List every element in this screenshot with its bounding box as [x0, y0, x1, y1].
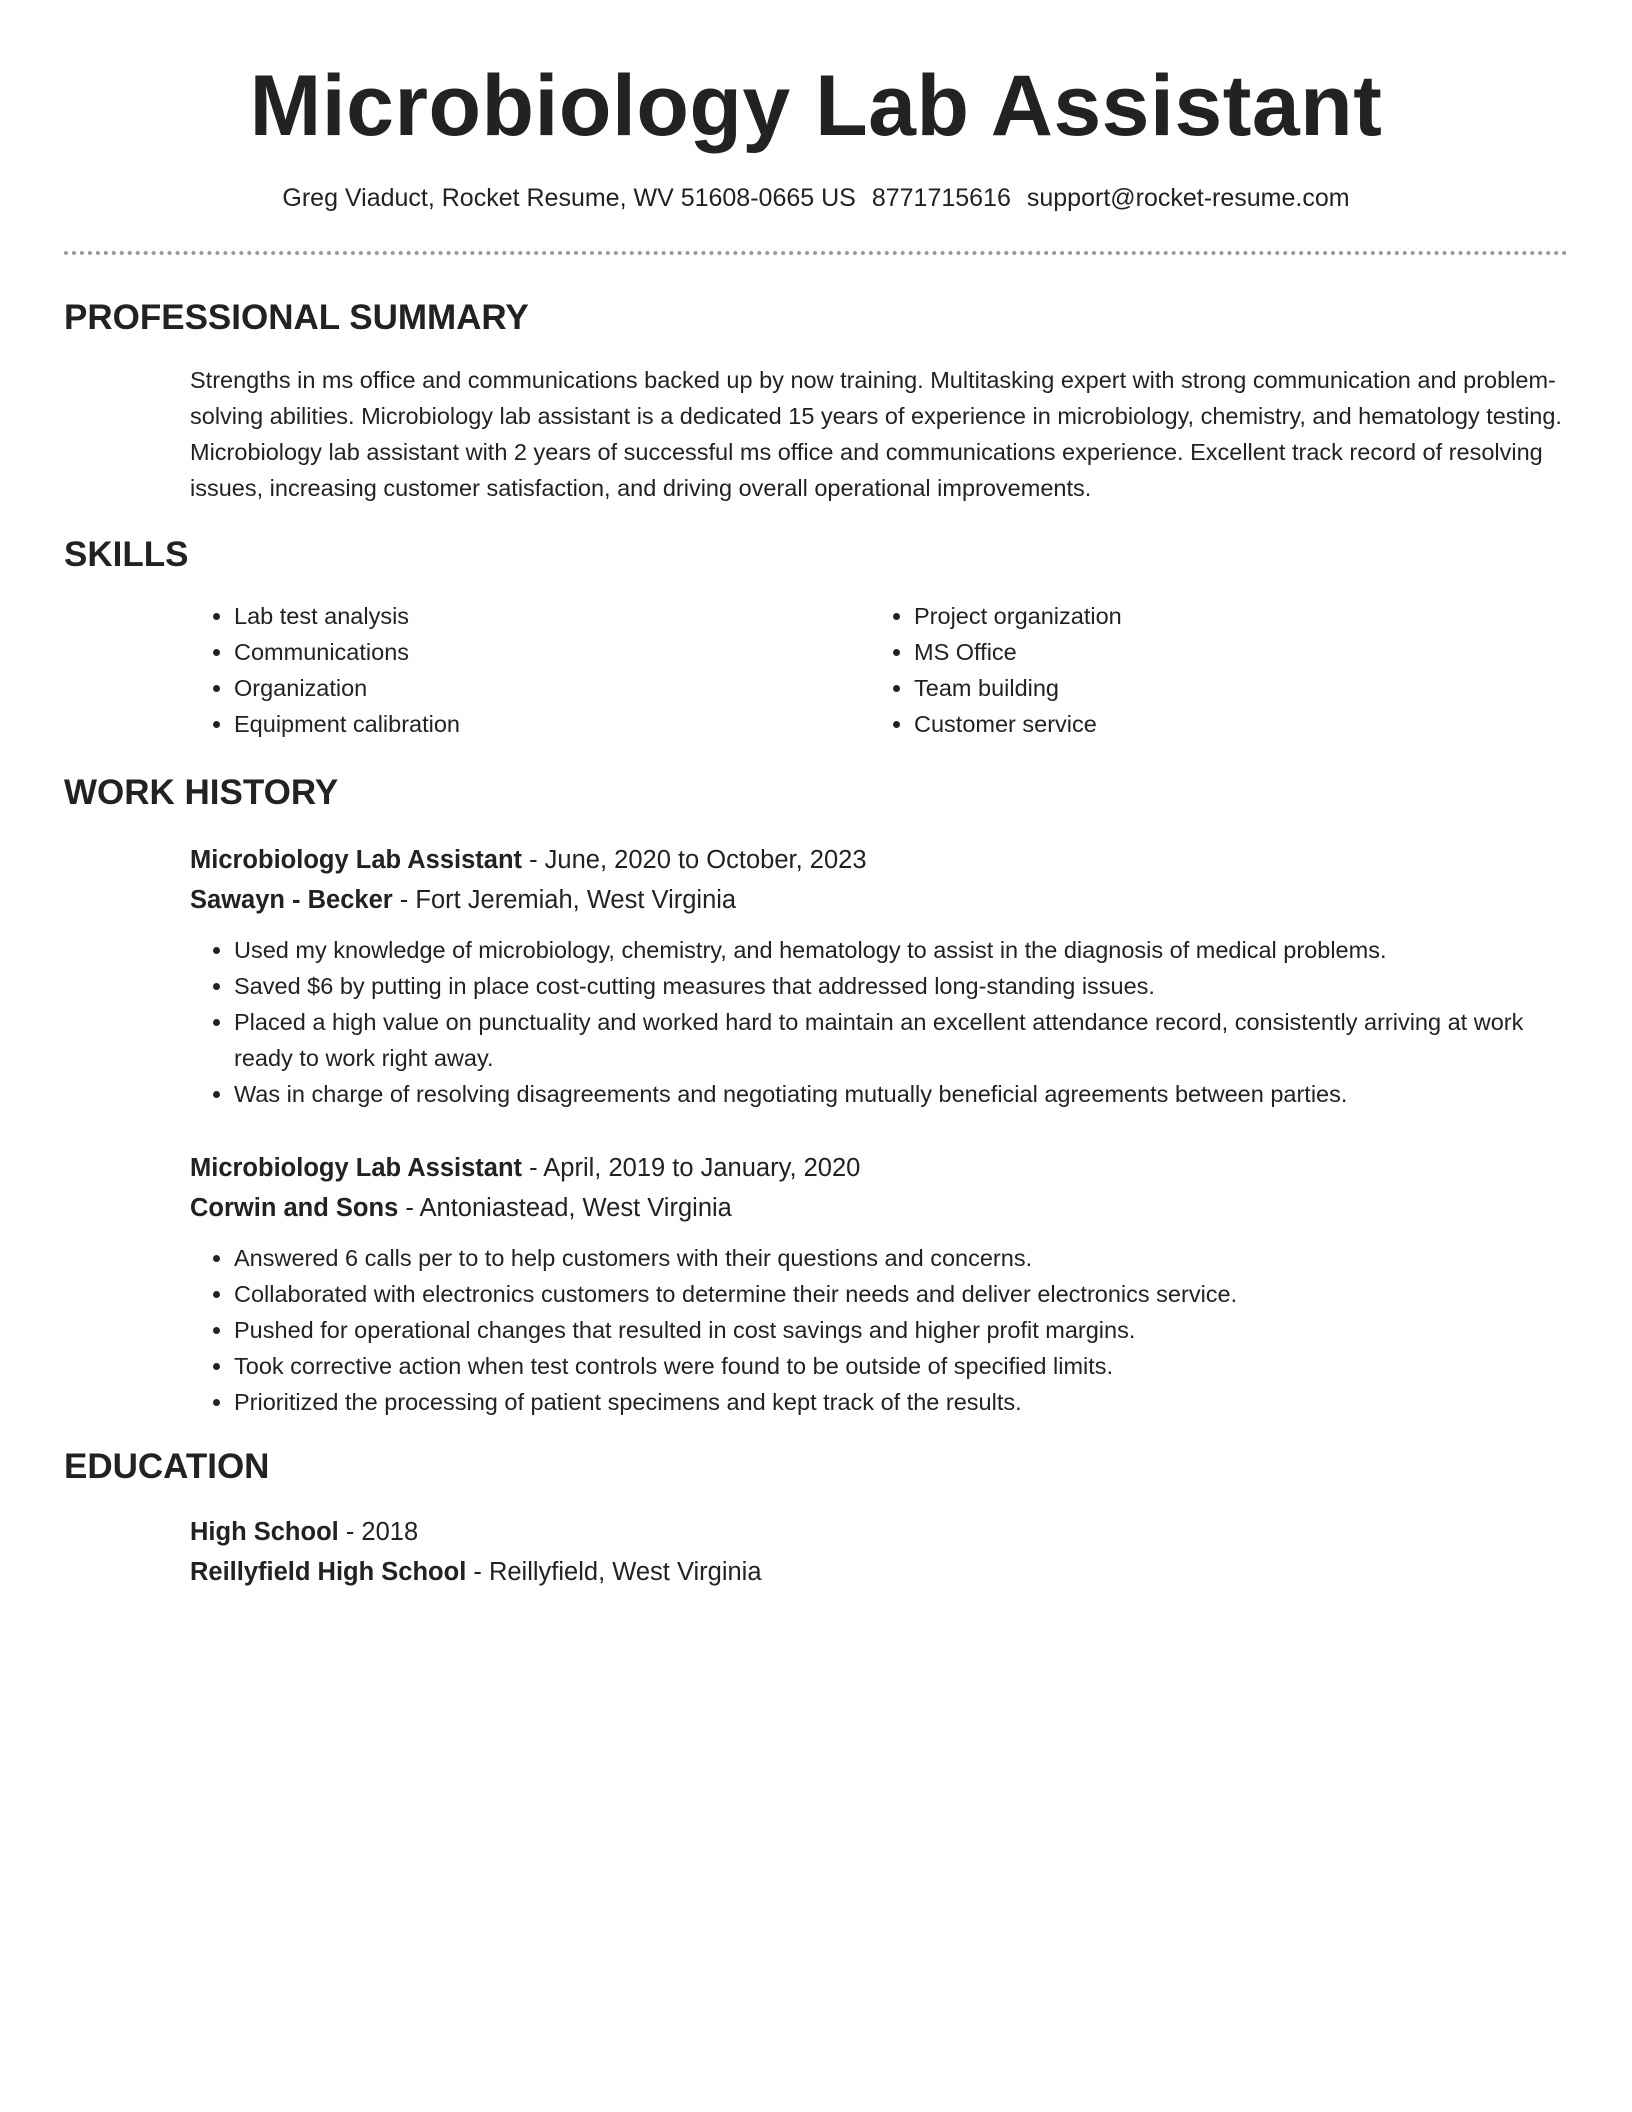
- work-heading: WORK HISTORY: [64, 773, 339, 812]
- skill-item: • Team building: [914, 670, 1122, 706]
- job-entry: [190, 1148, 1568, 1420]
- job-bullet: • Prioritized the processing of patient specimens and kept track of the results.: [234, 1384, 1568, 1420]
- contact-address: Greg Viaduct, Rocket Resume, WV 51608-0665 US: [282, 184, 856, 212]
- school-line: [190, 1552, 1568, 1592]
- job-bullet: • Took corrective action when test controls were found to be outside of specified limits.: [234, 1348, 1568, 1384]
- job-title: Microbiology Lab Assistant: [190, 1154, 523, 1182]
- job-bullet: • Pushed for operational changes that resulted in cost savings and higher profit margins.: [234, 1312, 1568, 1348]
- skill-item: • Customer service: [914, 706, 1122, 742]
- job-location: - Fort Jeremiah, West Virginia: [392, 886, 737, 914]
- job-company-line: [190, 1188, 1568, 1228]
- job-bullet: • Was in charge of resolving disagreements and negotiating mutually beneficial agreements between parties.: [234, 1076, 1568, 1112]
- skills-list-right: [870, 598, 1122, 742]
- job-company: Corwin and Sons: [190, 1194, 399, 1222]
- job-dates: - April, 2019 to January, 2020: [522, 1154, 861, 1182]
- job-title-line: [190, 1148, 1568, 1188]
- job-company: Sawayn - Becker: [190, 886, 393, 914]
- header-divider: [64, 251, 1568, 255]
- job-bullet: • Saved $6 by putting in place cost-cutting measures that addressed long-standing issues.: [234, 968, 1568, 1004]
- job-bullet: • Collaborated with electronics customers to determine their needs and deliver electronics service.: [234, 1276, 1568, 1312]
- skills-list-left: [190, 598, 460, 742]
- education-entry: [190, 1512, 1568, 1592]
- job-bullets: [190, 1240, 1568, 1420]
- degree-line: [190, 1512, 1568, 1552]
- contact-line: [64, 182, 1568, 214]
- job-title-line: [190, 840, 1568, 880]
- education-heading: EDUCATION: [64, 1447, 270, 1486]
- degree: High School: [190, 1518, 339, 1546]
- skills-heading: SKILLS: [64, 535, 189, 574]
- job-title: Microbiology Lab Assistant: [190, 846, 523, 874]
- skill-item: • Lab test analysis: [234, 598, 460, 634]
- job-entry: [190, 840, 1568, 1112]
- job-location: - Antoniastead, West Virginia: [398, 1194, 732, 1222]
- school-location: - Reillyfield, West Virginia: [466, 1558, 762, 1586]
- job-bullets: [190, 932, 1568, 1112]
- skill-item: • Project organization: [914, 598, 1122, 634]
- school-name: Reillyfield High School: [190, 1558, 467, 1586]
- summary-text: Strengths in ms office and communications backed up by now training. Multitasking expert with strong communication and problem-solving abilities. Microbiology lab assistant is a dedicated 15 years of experience in microbiology, chemistry, and hematology testing. Microbiology lab assistant with 2 years of successful ms office and communications experience. Excellent track record of resolving issues, increasing customer satisfaction, and driving overall operational improvements.: [190, 367, 1562, 501]
- skills-section: [190, 598, 1568, 748]
- skill-item: • Equipment calibration: [234, 706, 460, 742]
- summary-section: [190, 362, 1568, 506]
- skill-item: • MS Office: [914, 634, 1122, 670]
- resume-page: [64, 0, 1568, 1586]
- skill-item: • Communications: [234, 634, 460, 670]
- job-bullet: • Answered 6 calls per to to help customers with their questions and concerns.: [234, 1240, 1568, 1276]
- summary-heading: PROFESSIONAL SUMMARY: [64, 298, 529, 337]
- job-bullet: • Placed a high value on punctuality and worked hard to maintain an excellent attendance record, consistently arriving at work ready to work right away.: [234, 1004, 1568, 1076]
- resume-title: Microbiology Lab Assistant: [249, 58, 1383, 154]
- job-dates: - June, 2020 to October, 2023: [522, 846, 867, 874]
- contact-email[interactable]: support@rocket-resume.com: [1026, 184, 1350, 212]
- contact-phone: 8771715616: [871, 184, 1011, 212]
- degree-year: - 2018: [338, 1518, 419, 1546]
- job-bullet: • Used my knowledge of microbiology, chemistry, and hematology to assist in the diagnosis of medical problems.: [234, 932, 1568, 968]
- skill-item: • Organization: [234, 670, 460, 706]
- job-company-line: [190, 880, 1568, 920]
